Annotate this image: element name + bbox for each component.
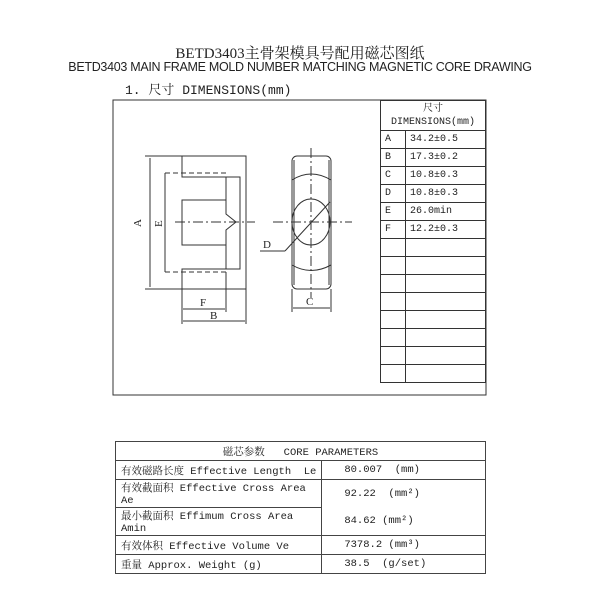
dim-value: 17.3±0.2	[406, 149, 486, 167]
dim-value: 10.8±0.3	[406, 185, 486, 203]
empty-row	[381, 275, 486, 293]
param-label: 有效磁路长度 Effective Length Le	[116, 461, 322, 480]
table-row	[381, 185, 486, 203]
dim-value: 10.8±0.3	[406, 167, 486, 185]
dim-key: F	[381, 221, 406, 239]
front-view	[260, 148, 352, 312]
table-row	[381, 221, 486, 239]
table-row	[381, 203, 486, 221]
param-label: 重量 Approx. Weight (g)	[116, 555, 322, 574]
title-en: BETD3403 MAIN FRAME MOLD NUMBER MATCHING MAGNETIC CORE DRAWING	[68, 60, 532, 74]
dim-value: 34.2±0.5	[406, 131, 486, 149]
empty-row	[381, 365, 486, 383]
label-D: D	[263, 239, 271, 251]
label-A: A	[132, 219, 144, 227]
table-row	[116, 480, 486, 508]
dim-key: E	[381, 203, 406, 221]
dim-key: C	[381, 167, 406, 185]
header-cn: 尺寸	[423, 103, 443, 115]
param-value: 80.007 (mm)	[322, 461, 486, 480]
dimensions-table	[380, 100, 486, 383]
table-row	[116, 536, 486, 555]
label-E: E	[153, 220, 165, 227]
empty-row	[381, 257, 486, 275]
param-label: 有效截面积 Effective Cross Area Ae	[116, 480, 322, 508]
param-value: 7378.2 (mm³)	[322, 536, 486, 555]
table-row	[381, 131, 486, 149]
label-F: F	[200, 297, 207, 309]
header-en: DIMENSIONS(mm)	[390, 116, 475, 128]
dim-key: D	[381, 185, 406, 203]
label-B: B	[210, 310, 218, 322]
param-value: 38.5 (g/set)	[322, 555, 486, 574]
empty-row	[381, 239, 486, 257]
empty-row	[381, 311, 486, 329]
empty-row	[381, 329, 486, 347]
dim-key: B	[381, 149, 406, 167]
core-parameters-table	[115, 441, 486, 574]
title-cn: BETD3403主骨架模具号配用磁芯图纸	[175, 46, 425, 62]
table-row	[116, 555, 486, 574]
table-row	[381, 149, 486, 167]
dim-value: 12.2±0.3	[406, 221, 486, 239]
empty-row	[381, 347, 486, 365]
dim-key: A	[381, 131, 406, 149]
section-heading: 1. 尺寸 DIMENSIONS(mm)	[125, 83, 292, 98]
empty-row	[381, 293, 486, 311]
param-value: 84.62 (mm²)	[322, 508, 486, 536]
core-parameters-header: 磁芯参数 CORE PARAMETERS	[116, 442, 486, 461]
label-C: C	[306, 296, 314, 308]
table-row	[116, 508, 486, 536]
table-row	[116, 461, 486, 480]
param-value: 92.22 (mm²)	[322, 480, 486, 508]
param-label: 最小截面积 Effimum Cross Area Amin	[116, 508, 322, 536]
table-row	[381, 167, 486, 185]
dimensions-header	[381, 101, 486, 131]
dim-value: 26.0min	[406, 203, 486, 221]
param-label: 有效体积 Effective Volume Ve	[116, 536, 322, 555]
